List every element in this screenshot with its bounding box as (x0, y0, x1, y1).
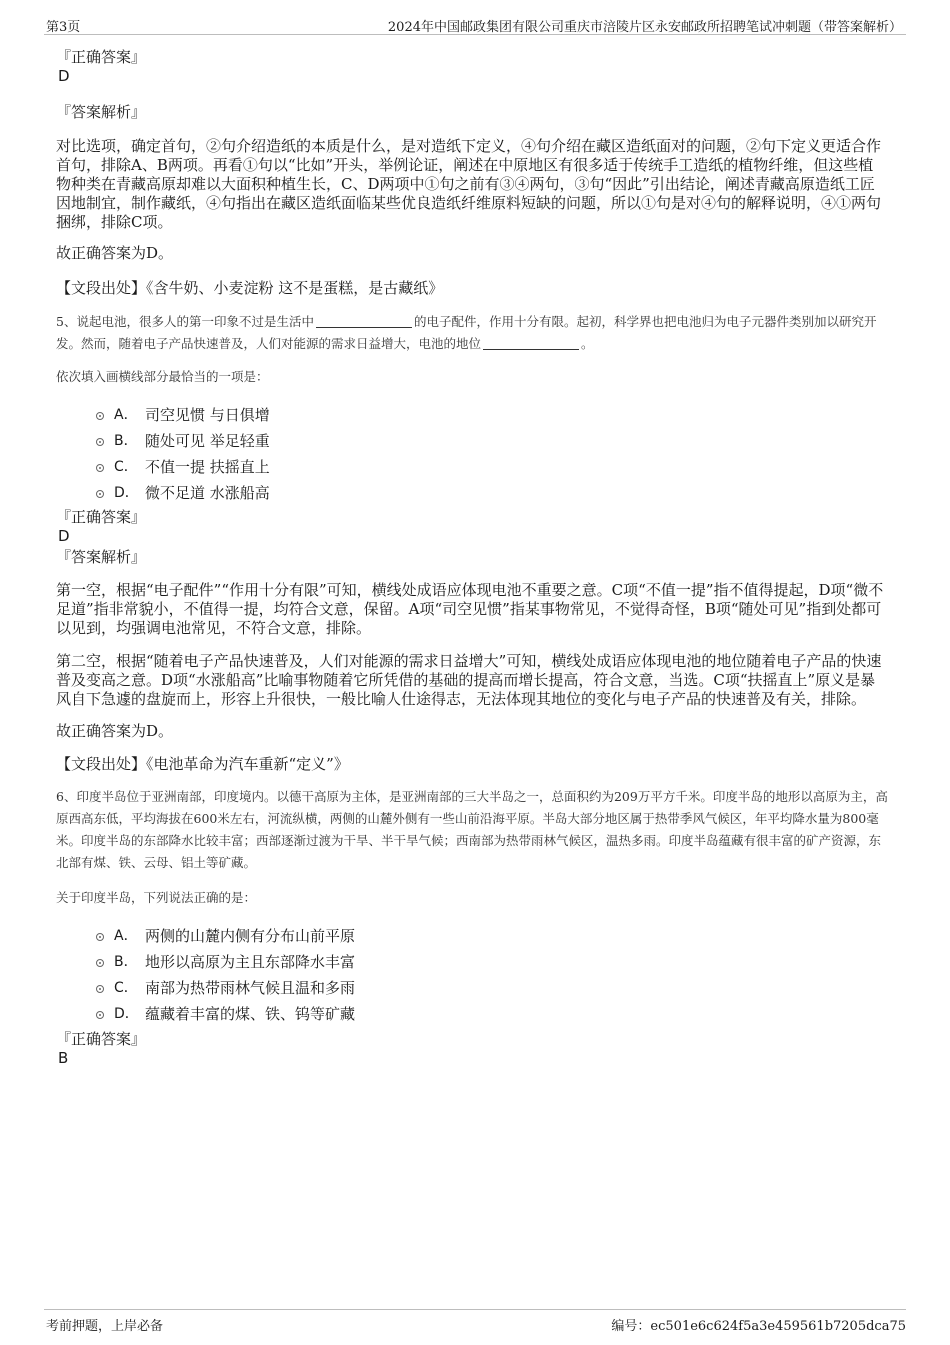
blank-line (316, 314, 412, 328)
q6-prompt: 关于印度半岛，下列说法正确的是： (56, 890, 257, 905)
radio-icon[interactable] (96, 933, 104, 941)
radio-icon[interactable] (96, 959, 104, 967)
q5-options (56, 402, 888, 506)
q5-answer-label: 『正确答案』 (56, 508, 147, 526)
q6-answer-label: 『正确答案』 (56, 1030, 147, 1048)
q4-source: 【文段出处】《含牛奶、小麦淀粉 这不是蛋糕，是古藏纸》 (56, 279, 444, 297)
q5-stem-part-3: 。 (581, 336, 594, 351)
q4-analysis: 对比选项，确定首句，②句介绍造纸的本质是什么，是对造纸下定义，④句介绍在藏区造纸面对的问题，②句下定义更适合作首句，排除A、B两项。再看①句以“比如”开头，举例论证，阐述在中原地区有很多适于传统手工造纸的植物纤维，但这些植物种类在青藏高原却难以大面积种植生长，C、D两项中①句之前有③④两句，③句“因此”引出结论，阐述青藏高原造纸工匠因地制宜，制作藏纸，④句指出在藏区造纸面临某些优良造纸纤维原料短缺的问题，所以①句是对④句的解释说明，④①两句捆绑，排除C项。 (56, 137, 882, 231)
q6-options (56, 923, 888, 1027)
q5-option-c[interactable]: C． 不值一提 扶摇直上 (56, 454, 888, 480)
q6-option-a[interactable]: A． 两侧的山麓内侧有分布山前平原 (56, 923, 888, 949)
radio-icon[interactable] (96, 464, 104, 472)
q6-stem: 6、印度半岛位于亚洲南部，印度境内。以德干高原为主体，是亚洲南部的三大半岛之一，总面积约为209万平方千米。印度半岛的地形以高原为主，高原西高东低，平均海拔在600米左右，河流纵横，两侧的山麓外侧有一些山前沿海平原。半岛大部分地区属于热带季风气候区，年平均降水量为800毫米。印度半岛的东部降水比较丰富；西部逐渐过渡为干旱、半干旱气候；西南部为热带雨林气候区，温热多雨。印度半岛蕴藏有很丰富的矿产资源，东北部有煤、铁、云母、铝土等矿藏。 (56, 789, 888, 870)
blank-line (483, 336, 579, 350)
q5-analysis-2: 第二空，根据“随着电子产品快速普及，人们对能源的需求日益增大”可知，横线处成语应体现电池的地位随着电子产品的快速普及变高之意。D项“水涨船高”比喻事物随着它所凭借的基础的提高而增长提高，符合文意，当选。C项“扶摇直上”原义是暴风自下急遽的盘旋而上，形容上升很快，一般比喻人仕途得志，无法体现其地位的变化与电子产品的快速普及有关，排除。 (56, 652, 882, 708)
radio-icon[interactable] (96, 412, 104, 420)
q6-option-c[interactable]: C． 南部为热带雨林气候且温和多雨 (56, 975, 888, 1001)
page-content (56, 46, 888, 1068)
page-number: 第3页 (46, 20, 81, 35)
q5-option-a[interactable]: A． 司空见惯 与日俱增 (56, 402, 888, 428)
page-header (44, 14, 906, 35)
q6-answer: B (58, 1049, 69, 1067)
q5-stem-part-1: 5、说起电池，很多人的第一印象不过是生活中 (56, 314, 314, 329)
q5-stem (56, 311, 888, 355)
q5-analysis-label: 『答案解析』 (56, 548, 147, 566)
q4-conclusion: 故正确答案为D。 (56, 244, 174, 262)
q5-analysis-1: 第一空，根据“电子配件”“作用十分有限”可知，横线处成语应体现电池不重要之意。C项“不值一提”指不值得提起，D项“微不足道”指非常貌小，不值得一提，均符合文意，保留。A项“司空见惯”指某事物常见，不觉得奇怪，B项“随处可见”指到处都可以见到，均强调电池常见，不符合文意，排除。 (56, 581, 884, 637)
radio-icon[interactable] (96, 438, 104, 446)
q5-stem-part-2: 的电子配件，作用十分有限。起初，科学界也把电池归为电子元器件类别加以研究开发。然而，随着电子产品快速普及，人们对能源的需求日益增大，电池的地位 (56, 314, 877, 351)
q5-answer: D (58, 527, 70, 545)
document-title: 2024年中国邮政集团有限公司重庆市涪陵片区永安邮政所招聘笔试冲刺题（带答案解析） (387, 20, 902, 35)
radio-icon[interactable] (96, 490, 104, 498)
q5-prompt: 依次填入画横线部分最恰当的一项是： (56, 369, 269, 384)
q5-option-d[interactable]: D． 微不足道 水涨船高 (56, 480, 888, 506)
page-footer (44, 1309, 906, 1332)
footer-slogan: 考前押题，上岸必备 (46, 1319, 164, 1334)
q4-answer: D (58, 67, 70, 85)
q4-answer-label: 『正确答案』 (56, 48, 147, 66)
q6-option-b[interactable]: B． 地形以高原为主且东部降水丰富 (56, 949, 888, 975)
q5-conclusion: 故正确答案为D。 (56, 722, 174, 740)
q5-option-b[interactable]: B． 随处可见 举足轻重 (56, 428, 888, 454)
q5-source: 【文段出处】《电池革命为汽车重新“定义”》 (56, 755, 349, 773)
radio-icon[interactable] (96, 1011, 104, 1019)
q6-option-d[interactable]: D． 蕴藏着丰富的煤、铁、钨等矿藏 (56, 1001, 888, 1027)
document-code: 编号：ec501e6c624f5a3e459561b7205dca75 (611, 1319, 906, 1334)
q4-analysis-label: 『答案解析』 (56, 103, 147, 121)
radio-icon[interactable] (96, 985, 104, 993)
